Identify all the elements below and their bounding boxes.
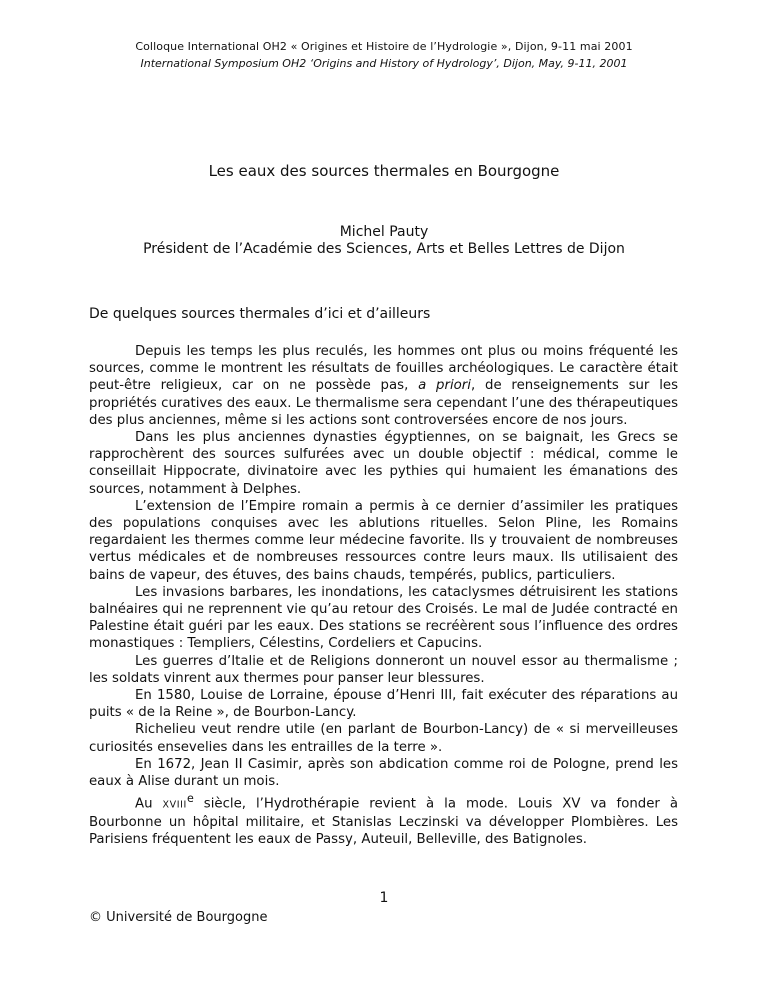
paragraph: Richelieu veut rendre utile (en parlant de Bourbon-Lancy) de « si merveilleuses curiosités ensevelies dans les entrailles de la terre ».: [89, 722, 678, 755]
article-title: Les eaux des sources thermales en Bourgogne: [208, 162, 560, 180]
paragraph: [89, 343, 678, 429]
copyright-footer: © Université de Bourgogne: [89, 910, 268, 925]
paragraph: L’extension de l’Empire romain a permis à ce dernier d’assimiler les pratiques des populations conquises avec les ablutions rituelles. Selon Pline, les Romains regardaient les thermes comme leur médecine favorite. Ils y trouvaient de nombreuses vertus médicales et de nombreuses ressources contre leurs maux. Ils utilisaient des bains de vapeur, des étuves, des bains chauds, tempérés, publics, particuliers.: [89, 498, 678, 583]
paragraph-text: siècle, l’Hydrothérapie revient à la mode. Louis XV va fonder à Bourbonne un hôpital militaire, et Stanislas Leczinski va développer Plombières. Les Parisiens fréquentent les eaux de Passy, Auteuil, Belleville, des Batignoles.: [89, 796, 678, 848]
conference-header-english: International Symposium OH2 ‘Origins and History of Hydrology’, Dijon, May, 9-11, 2001: [140, 57, 628, 70]
paragraph-text: , de renseignements sur les propriétés curatives des eaux. Le thermalisme sera cependant l’une des thérapeutiques des plus anciennes, même si les actions sont controversées encore de nos jours.: [89, 378, 678, 428]
body-text: [89, 343, 678, 848]
century-numeral: XVIII: [162, 799, 187, 811]
paragraph-text: Depuis les temps les plus reculés, les hommes ont plus ou moins fréquenté les sources, comme le montrent les résultats de fouilles archéologiques. Le caractère était peut-être religieux, car on ne possède pas,: [89, 344, 678, 394]
paragraph-text: Au: [135, 796, 163, 812]
italic-term: a priori: [418, 378, 471, 394]
section-heading: De quelques sources thermales d’ici et d’ailleurs: [89, 306, 431, 322]
paragraph: [89, 790, 678, 848]
page-number: 1: [379, 890, 389, 906]
paragraph: Les invasions barbares, les inondations, les cataclysmes détruisirent les stations balnéaires qui ne reprennent vie qu’au retour des Croisés. Le mal de Judée contracté en Palestine était guéri par les eaux. Des stations se recréèrent sous l’influence des ordres monastiques : Templiers, Célestins, Cordeliers et Capucins.: [89, 584, 678, 652]
author-affiliation: Président de l’Académie des Sciences, Arts et Belles Lettres de Dijon: [143, 241, 625, 257]
ordinal-superscript: e: [186, 792, 194, 806]
paragraph: En 1672, Jean II Casimir, après son abdication comme roi de Pologne, prend les eaux à Alise durant un mois.: [89, 756, 678, 790]
paragraph: Les guerres d’Italie et de Religions donneront un nouvel essor au thermalisme ; les soldats vinrent aux thermes pour panser leur blessures.: [89, 653, 678, 686]
paragraph: Dans les plus anciennes dynasties égyptiennes, on se baignait, les Grecs se rapprochèrent des sources sulfurées avec un double objectif : médical, comme le conseillait Hippocrate, divinatoire avec les pythies qui humaient les émanations des sources, notamment à Delphes.: [89, 430, 678, 497]
paragraph: En 1580, Louise de Lorraine, épouse d’Henri III, fait exécuter des réparations au puits « de la Reine », de Bourbon-Lancy.: [89, 688, 678, 721]
author-name: Michel Pauty: [339, 224, 429, 240]
conference-header-french: Colloque International OH2 « Origines et Histoire de l’Hydrologie », Dijon, 9-11 mai 2001: [135, 40, 633, 53]
